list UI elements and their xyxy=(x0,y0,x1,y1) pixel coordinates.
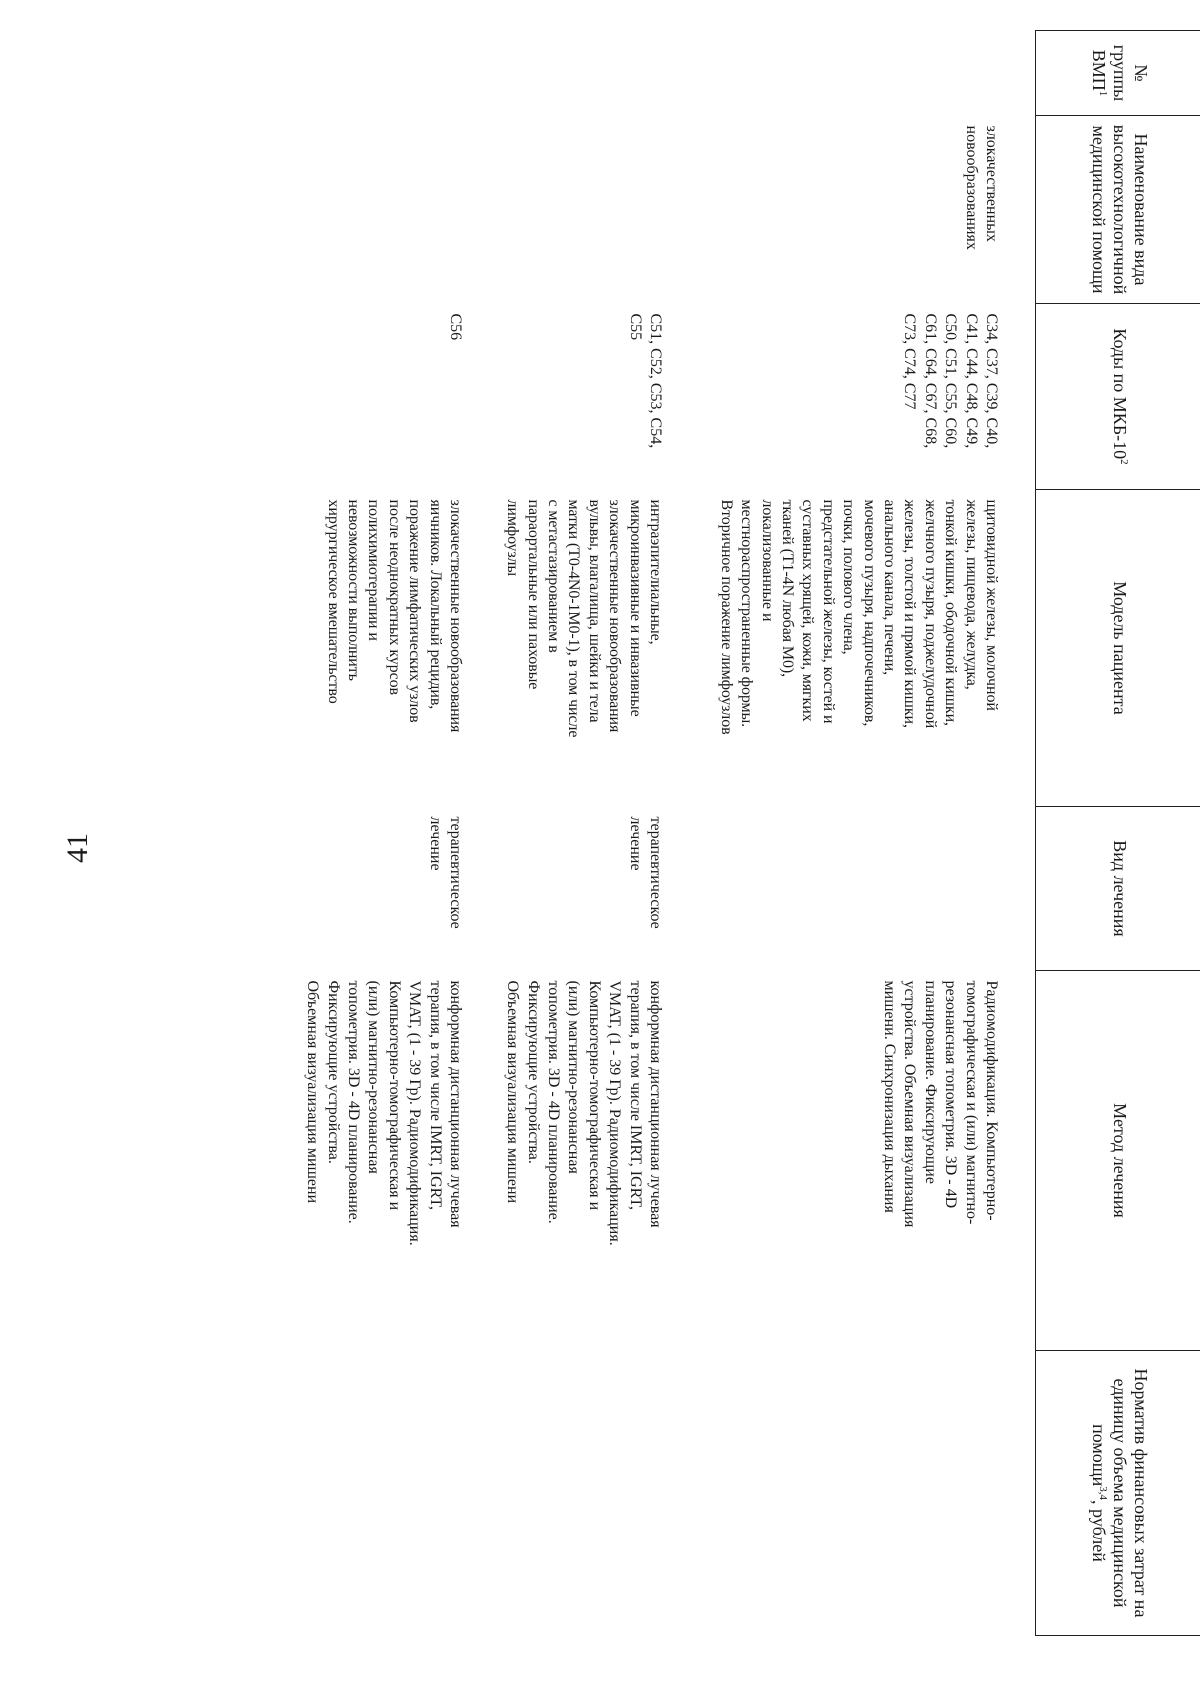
cell-care-type-name: злокачественных новообразованиях xyxy=(962,125,1000,250)
header-treatment-method: Метод лечения xyxy=(1036,971,1200,1351)
cell-icd-codes: C56 xyxy=(447,313,464,341)
cell-care-type-name xyxy=(302,116,483,304)
cell-group-number xyxy=(302,31,483,116)
table-row xyxy=(302,31,483,1636)
table-header-row xyxy=(1036,31,1200,1636)
cell-group-number xyxy=(483,31,683,116)
cell-treatment-method: конформная дистанционная лучевая терапия, в том числе IMRT, IGRT, VMAT, (1 - 39 Гр). Радиомодификация. Компьютерно-томографическая и (или) магнитно-резонансная топометрия. 3D - 4D планирование. Фиксирующие устройства. Объемная визуализация мишени xyxy=(504,980,664,1246)
cell-group-number xyxy=(683,31,1036,116)
cell-patient-model: щитовидной железы, молочной железы, пищевода, желудка, тонкой кишки, ободочной кишки, желчного пузыря, поджелудочной железы, толстой и прямой кишки, анального канала, печени, мочевого пузыря, надпочечников, почки, полового члена, предстательной железы, костей и суставных хрящей, кожи, мягких тканей (T1-4N любая M0), локализованные и местнораспространенные формы. Вторичное поражение лимфоузлов xyxy=(717,499,1000,735)
cell-cost-standard xyxy=(302,1351,483,1636)
cell-treatment-type: терапевтическое лечение xyxy=(626,816,664,929)
header-group-number: № группы ВМП$^1$ xyxy=(1036,31,1200,116)
cell-care-type-name xyxy=(483,116,683,304)
cell-treatment-type: терапевтическое лечение xyxy=(426,816,464,929)
cell-treatment-method: конформная дистанционная лучевая терапия, в том числе IMRT, IGRT, VMAT, (1 - 39 Гр). Радиомодификация. Компьютерно-томографическая и (или) магнитно-резонансная топометрия. 3D - 4D планирование. Фиксирующие устройства. Объемная визуализация мишени xyxy=(304,980,464,1246)
header-icd-codes: Коды по МКБ-$10^2$ xyxy=(1036,304,1200,490)
cell-patient-model: интраэпителиальные, микроинвазивные и инвазивные злокачественные новообразования вульвы, влагалища, шейки и тела матки (T0-4N0-1M0-1), в том числе с метастазированием в параортальные или паховые лимфоузлы xyxy=(504,499,664,738)
cell-cost-standard xyxy=(483,1351,683,1636)
header-cost-standard: Норматив финансовых затрат на единицу объема медицинской помощи$^{3,4}$, рублей xyxy=(1036,1351,1200,1636)
vmp-table xyxy=(302,30,1200,1636)
rotated-table-container xyxy=(115,30,1200,1635)
cell-cost-standard xyxy=(683,1351,1036,1636)
cell-treatment-method: Радиомодификация. Компьютерно- томографическая и (или) магнитно- резонансная топометрия. 3D - 4D планирование. Фиксирующие устройства. Объемная визуализация мишени. Синхронизация дыхания xyxy=(880,980,1000,1228)
cell-treatment-type xyxy=(683,807,1036,971)
cell-patient-model: злокачественные новообразования яичников. Локальный рецидив, поражение лимфатических узлов после неоднократных курсов полихимиотерапии и невозможности выполнить хирургическое вмешательство xyxy=(324,499,464,733)
cell-icd-codes: C34, C37, C39, C40, C41, C44, C48, C49, C50, C51, C55, C60, C61, C64, C67, C68, C73, C74, C77 xyxy=(901,313,1000,449)
table-row xyxy=(483,31,683,1636)
header-patient-model: Модель пациента xyxy=(1036,490,1200,807)
header-care-type-name: Наименование вида высокотехнологичной медицинской помощи xyxy=(1036,116,1200,304)
table-row xyxy=(683,31,1036,1636)
page-number: 41 xyxy=(61,833,94,863)
cell-icd-codes: C51, C52, C53, C54, C55 xyxy=(626,313,664,449)
header-treatment-type: Вид лечения xyxy=(1036,807,1200,971)
